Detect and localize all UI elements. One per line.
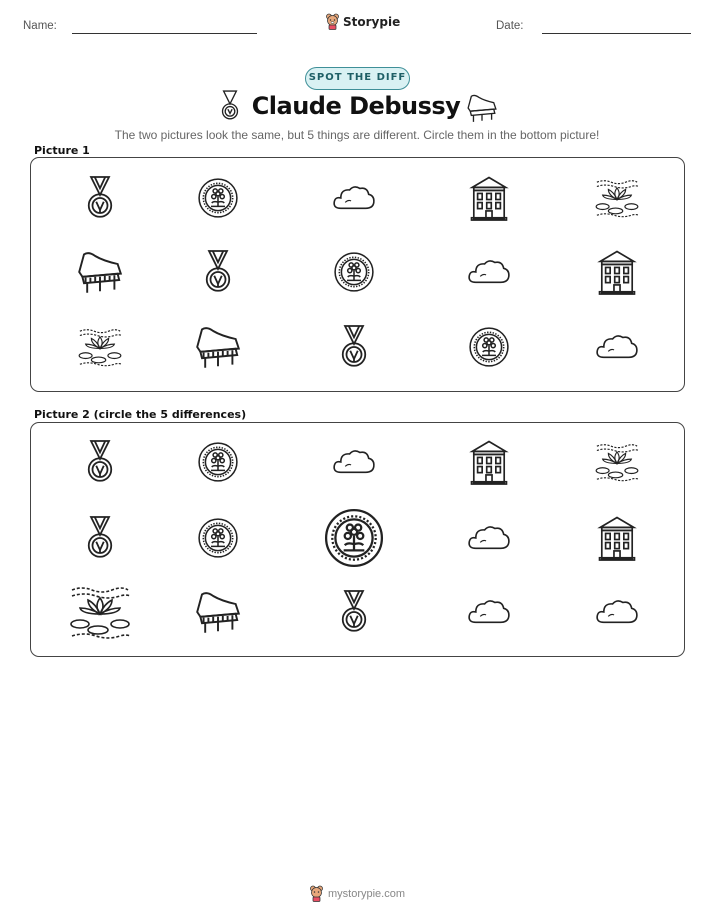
medal-icon[interactable] <box>339 588 369 636</box>
coin-icon[interactable] <box>323 507 385 569</box>
cloud-icon[interactable] <box>595 597 639 627</box>
building-icon[interactable] <box>470 175 508 221</box>
water-lily-icon[interactable] <box>594 177 640 219</box>
coin-icon[interactable] <box>197 517 239 559</box>
bear-mascot-icon <box>325 13 340 30</box>
grand-piano-icon <box>466 93 498 123</box>
building-icon[interactable] <box>598 515 636 561</box>
cloud-icon[interactable] <box>467 523 511 553</box>
grand-piano-icon[interactable] <box>194 323 242 371</box>
cloud-icon[interactable] <box>595 332 639 362</box>
coin-icon[interactable] <box>197 441 239 483</box>
medal-icon[interactable] <box>203 248 233 296</box>
water-lily-icon[interactable] <box>594 441 640 483</box>
spot-the-diff-badge: SPOT THE DIFF <box>305 67 410 90</box>
water-lily-icon[interactable] <box>68 583 132 641</box>
cloud-icon[interactable] <box>467 257 511 287</box>
cloud-icon[interactable] <box>467 597 511 627</box>
picture-1-label: Picture 1 <box>34 144 90 157</box>
date-field-line[interactable] <box>542 33 691 34</box>
name-field-line[interactable] <box>72 33 257 34</box>
bear-mascot-icon <box>309 885 324 902</box>
brand-logo <box>325 13 400 30</box>
date-label: Date: <box>496 20 524 32</box>
medal-icon[interactable] <box>85 438 115 486</box>
coin-icon[interactable] <box>197 177 239 219</box>
instructions-text: The two pictures look the same, but 5 things are different. Circle them in the bottom picture! <box>114 128 600 142</box>
footer <box>309 885 405 902</box>
coin-icon[interactable] <box>333 251 375 293</box>
building-icon[interactable] <box>470 439 508 485</box>
brand-name: Storypie <box>343 14 401 29</box>
grand-piano-icon[interactable] <box>194 588 242 636</box>
grand-piano-icon[interactable] <box>76 248 124 296</box>
medal-icon[interactable] <box>339 323 369 371</box>
cloud-icon[interactable] <box>332 447 376 477</box>
water-lily-icon[interactable] <box>77 326 123 368</box>
cloud-icon[interactable] <box>332 183 376 213</box>
medal-icon <box>219 90 241 122</box>
page-title: Claude Debussy <box>251 92 461 120</box>
footer-url: mystorypie.com <box>328 887 406 900</box>
building-icon[interactable] <box>598 249 636 295</box>
medal-icon[interactable] <box>85 514 115 562</box>
picture-2-label: Picture 2 (circle the 5 differences) <box>34 408 247 421</box>
medal-icon[interactable] <box>85 174 115 222</box>
name-label: Name: <box>23 20 57 32</box>
coin-icon[interactable] <box>468 326 510 368</box>
